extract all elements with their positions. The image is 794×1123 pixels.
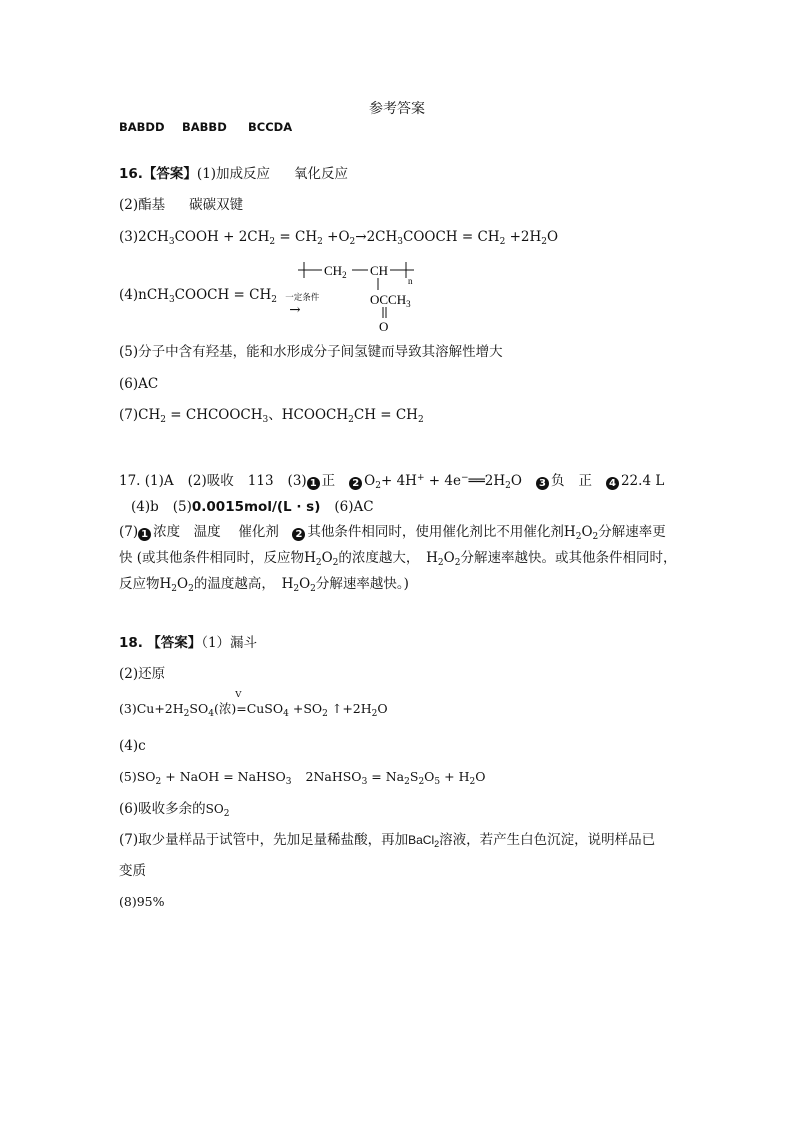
q18-p3-a: (3)Cu+2H: [119, 701, 184, 716]
q17-p7-2a: 其他条件相同时，使用催化剂比不用催化剂: [307, 524, 564, 540]
q18-part1: [119, 634, 257, 652]
q18-p6-b: SO: [205, 802, 224, 816]
q18-p5-c: 2NaHSO: [305, 769, 362, 784]
q18-part7-line1: (7)取少量样品于试管中，先加足量稀盐酸，再加BaCl$_2$溶液，若产生白色沉淀，说明样品已: [119, 832, 656, 849]
mc-answers-group-2: BABBD: [182, 120, 227, 134]
q18-p5-a: (5)SO: [119, 769, 156, 784]
q16-part1: [119, 165, 348, 183]
circled-number-2: 2: [349, 477, 362, 490]
q16-part4-reaction: (4)nCH$_3$COOCH = $CH_2$ 一定条件 →: [119, 287, 320, 318]
q18-part4: (4)c: [119, 738, 146, 754]
q16-part3-equation: $(3)2CH_3COOH + 2CH_2 = CH_2$ $+O_2\to 2CH_3COOCH = CH_2 +2H_2O$: [119, 229, 559, 247]
q18-p3-e: ↑+2H: [331, 701, 372, 716]
q18-p7-a: (7)取少量样品于试管中，先加足量稀盐酸，再加: [119, 832, 409, 848]
q18-answer-tag: 【答案】: [147, 635, 202, 651]
mc-answers-group-1: BABDD: [119, 120, 165, 134]
q17-p7-2d: 分解速率越快。或其他条件相同时，反应物: [119, 550, 677, 592]
circled-number-4: 4: [606, 477, 619, 490]
q17-p1: 17. (1)A: [119, 473, 174, 489]
q17-p7-label: (7): [119, 524, 139, 540]
q18-p5-e: + H: [444, 769, 470, 784]
circled-number-2b: 2: [292, 528, 305, 541]
q16-part6: (6)AC: [119, 376, 159, 392]
q18-p3-b: (浓): [213, 701, 237, 716]
q17-p7-1: 浓度 温度 催化剂: [153, 524, 279, 540]
q16-p1-answer-b: 氧化反应: [294, 166, 349, 182]
poly-n: n: [408, 276, 413, 286]
q17-p3-1: 正: [321, 473, 336, 489]
q16-p4-prefix: (4)n: [119, 287, 147, 303]
q16-p1-answer-a: (1)加成反应: [196, 166, 271, 182]
q16-part5: (5)分子中含有羟基，能和水形成分子间氢键而导致其溶解性增大: [119, 344, 503, 360]
q17-p3-3a: 负: [550, 473, 565, 489]
q17-part7: (7) 1 浓度 温度 催化剂 2 其他条件相同时，使用催化剂比不用催化剂$H_2O_2$分解速率更快 (或其他条件相同时，反应物$H_2O_2$的浓度越大， $H_2O_2$分解速率越快。或其他条件相同时，反应物$H_2O_2$的温度越高， $H_2O_2$分解速率越快。): [119, 524, 677, 594]
q17-p7-2f: 分解速率越快。): [315, 576, 409, 592]
heat-symbol: V: [235, 690, 242, 700]
q18-part7-line2: 变质: [119, 863, 146, 879]
q17-p5-rate: 0.0015mol/(L · s): [191, 499, 321, 515]
q18-p1: （1）漏斗: [201, 635, 258, 651]
q16-separator: 、: [268, 407, 282, 423]
q18-p3-c: CuSO: [246, 701, 284, 716]
q17-p3-label: (3): [287, 473, 307, 489]
circled-number-3: 3: [536, 477, 549, 490]
q18-part8: (8)95%: [119, 894, 165, 909]
circled-number-1: 1: [307, 477, 320, 490]
q16-p2-answer-a: (2)酯基: [119, 197, 166, 213]
poly-ester: $OCCH_3$: [370, 292, 411, 309]
q17-p4: (4)b: [131, 499, 159, 515]
q17-p7-2c: 的浓度越大，: [338, 550, 413, 566]
q16-answer-tag: 【答案】: [142, 166, 197, 182]
page-title: 参考答案: [369, 101, 425, 117]
poly-ch2: $CH_2$: [324, 263, 347, 280]
q17-p2-value: 113: [247, 473, 274, 489]
q18-p3-d: +SO: [292, 701, 323, 716]
q18-part5: $(5)SO_2$ + NaOH = NaHSO$_3$ 2NaHSO$_3$ = $Na_2S_2O_5 + H_2O$: [119, 769, 486, 787]
q17-p3-4: 22.4 L: [620, 473, 665, 489]
circled-number-1b: 1: [138, 528, 151, 541]
q18-number: 18.: [119, 635, 143, 651]
poly-oxygen: O: [379, 319, 389, 334]
q16-p2-answer-b: 碳碳双键: [189, 197, 244, 213]
reaction-condition: 一定条件: [285, 293, 320, 303]
q17-p5-label: (5): [172, 499, 192, 515]
q17-p7-2e: 的温度越高，: [193, 576, 269, 592]
q17-p3-3b: 正: [578, 473, 592, 489]
q17-p2: (2)吸收: [187, 473, 234, 489]
q18-part3-equation: $(3)Cu+2H_2SO_4$(浓) V =CuSO$_4$ $+SO_2$ $↑+2H_2O$: [119, 700, 388, 718]
q18-part6: (6)吸收多余的$SO_2$: [119, 801, 230, 819]
q18-p5-d: = Na: [371, 769, 405, 784]
q18-part2: (2)还原: [119, 666, 166, 682]
polymer-structure: [290, 256, 430, 336]
q16-part2: [119, 196, 243, 214]
q16-part7: $(7)CH_2$ = $CHCOOCH_3$、$HCOOCH_2CH = CH_2$: [119, 407, 424, 425]
q18-p5-b: + NaOH = NaHSO: [165, 769, 286, 784]
q16-number: 16.: [119, 166, 143, 182]
poly-ch: CH: [370, 263, 389, 278]
q17-p7-2b: 分解速率更快 (或其他条件相同时，反应物: [119, 524, 666, 566]
reaction-arrow: →: [289, 302, 301, 318]
q17-p6: (6)AC: [334, 499, 374, 515]
q18-p6-a: (6)吸收多余的: [119, 801, 206, 817]
q17-line2: [131, 498, 374, 516]
q17-line1: 17. (1)A (2)吸收 113 (3) 1 正 2 $O_2+ 4H^+$ + $4e^-══2H_2O$ 3 负 正 4 22.4 L: [119, 473, 665, 491]
mc-answers-group-3: BCCDA: [248, 120, 293, 134]
q18-p7-b: 溶液，若产生白色沉淀，说明样品已: [439, 832, 656, 848]
